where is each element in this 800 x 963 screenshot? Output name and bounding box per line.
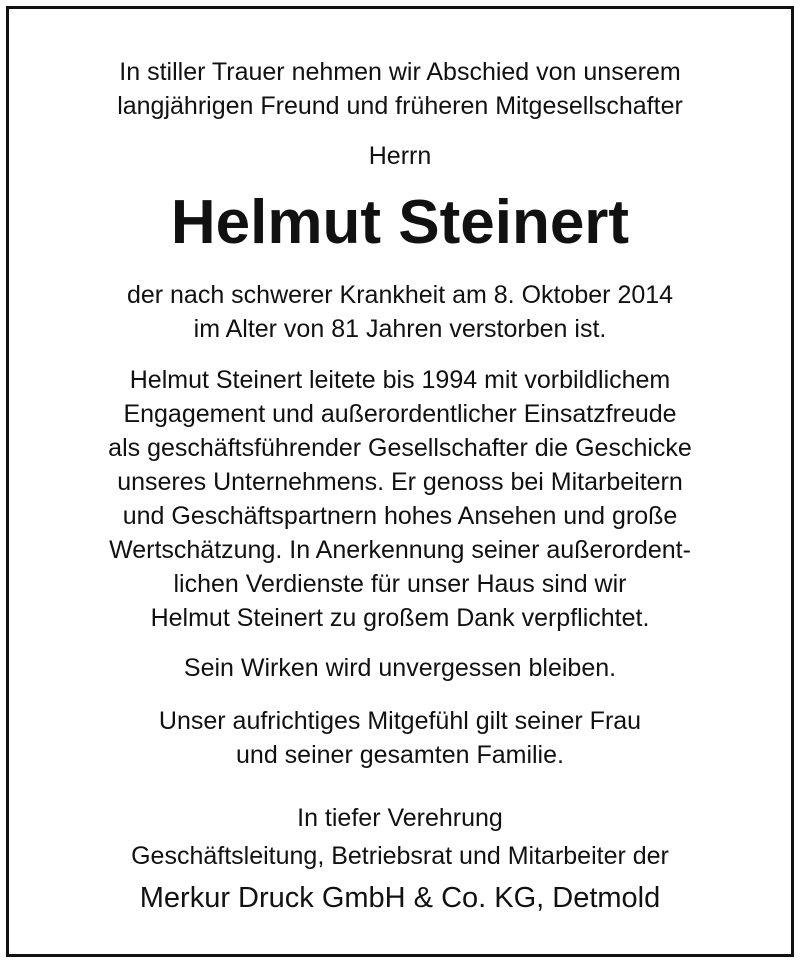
intro-line-2: langjährigen Freund und früheren Mitgesellschafter xyxy=(117,92,683,120)
legacy-line: Sein Wirken wird unvergessen bleiben. xyxy=(183,654,617,682)
condolence-line-1: Unser aufrichtiges Mitgefühl gilt seiner Frau xyxy=(158,707,642,735)
salutation: Herrn xyxy=(368,142,432,170)
deceased-name: Helmut Steinert xyxy=(170,188,630,257)
tribute-line-5: und Geschäftspartnern hohes Ansehen und große xyxy=(122,502,678,530)
death-notice-line-2: im Alter von 81 Jahren verstorben ist. xyxy=(193,315,607,343)
condolence-line-2: und seiner gesamten Familie. xyxy=(236,741,564,769)
tribute-line-4: unseres Unternehmens. Er genoss bei Mitarbeitern xyxy=(117,468,683,496)
death-notice-line-1: der nach schwerer Krankheit am 8. Oktober 2014 xyxy=(126,281,674,309)
tribute-line-3: als geschäftsführender Gesellschafter die Geschicke xyxy=(108,434,692,462)
closing-line: In tiefer Verehrung xyxy=(297,804,503,832)
intro-line-1: In stiller Trauer nehmen wir Abschied von unserem xyxy=(119,58,681,86)
tribute-line-7: lichen Verdienste für unser Haus sind wir xyxy=(173,570,627,598)
signatories-line: Geschäftsleitung, Betriebsrat und Mitarbeiter der xyxy=(131,842,669,870)
company-name: Merkur Druck GmbH & Co. KG, Detmold xyxy=(139,882,661,914)
tribute-line-6: Wertschätzung. In Anerkennung seiner außerordent- xyxy=(109,536,691,564)
tribute-line-8: Helmut Steinert zu großem Dank verpflichtet. xyxy=(150,604,650,632)
tribute-line-1: Helmut Steinert leitete bis 1994 mit vorbildlichem xyxy=(129,366,671,394)
tribute-line-2: Engagement und außerordentlicher Einsatzfreude xyxy=(123,400,677,428)
